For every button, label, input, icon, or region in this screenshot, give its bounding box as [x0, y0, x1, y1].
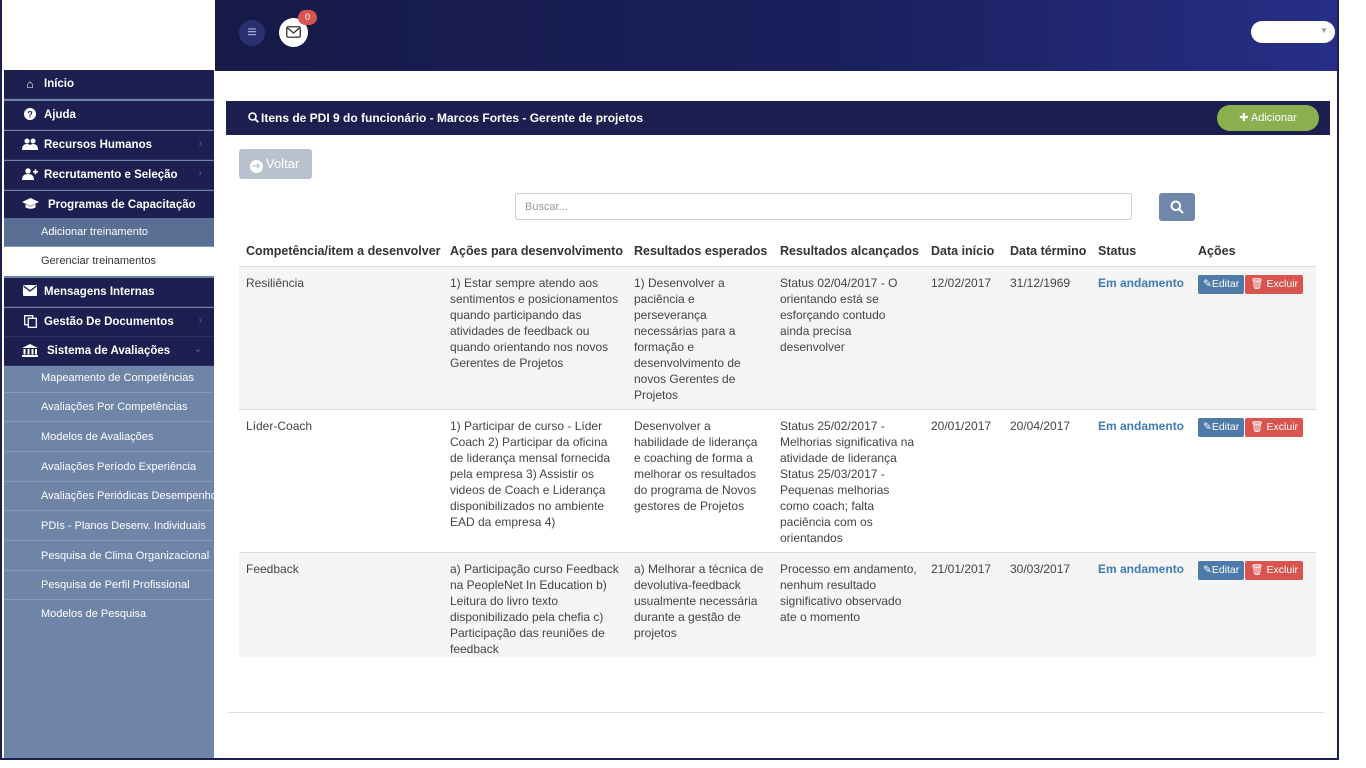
sidebar-subitem-avaliacoes-desempenho[interactable] [4, 482, 217, 511]
column-header[interactable]: Ações para desenvolvimento [443, 236, 627, 266]
table-row [239, 266, 1316, 409]
chevron-right-icon: › [198, 315, 202, 326]
edit-icon: ✎ [1203, 563, 1212, 576]
sidebar-subitem-label: Gerenciar treinamentos [41, 255, 156, 267]
table-row [239, 409, 1316, 552]
sidebar-subitem-label: Pesquisa de Perfil Profissional [41, 579, 190, 591]
cell-esperados: 1) Desenvolver a paciência e perseverança necessárias para a formação e desenvolvimento de novos Gerentes de Projetos [627, 266, 773, 409]
question-circle-icon [22, 108, 38, 123]
edit-button[interactable] [1198, 275, 1244, 294]
sidebar-item-sistema-avaliacoes[interactable] [4, 337, 214, 366]
sidebar-item-label: Ajuda [44, 109, 76, 121]
sidebar-item-gestao-documentos[interactable] [4, 308, 214, 337]
chevron-down-icon: ⌄ [193, 344, 202, 355]
delete-button-label: Excluir [1266, 420, 1299, 433]
back-button-label: Voltar [266, 156, 300, 171]
caret-down-icon: ▼ [1320, 26, 1328, 35]
edit-button-label: Editar [1211, 277, 1240, 290]
copy-icon [22, 315, 38, 331]
cell-item: Líder-Coach [239, 409, 443, 552]
trash-icon: 🗑 [1250, 277, 1264, 290]
sidebar-subitem-adicionar-treinamento[interactable] [4, 218, 214, 247]
cell-data-termino: 20/04/2017 [1003, 409, 1091, 552]
sidebar-subitem-label: Modelos de Pesquisa [41, 608, 147, 620]
delete-button[interactable] [1245, 275, 1303, 294]
status-label: Em andamento [1091, 409, 1191, 552]
status-label: Em andamento [1091, 552, 1191, 657]
sidebar-item-mensagens-internas[interactable] [4, 278, 214, 307]
cell-alcancados: Status 25/02/2017 - Melhorias significativa na atividade de liderança Status 25/03/2017 - Pequenas melhorias como coach; falta paciência com os orientandos [773, 409, 924, 552]
column-header[interactable]: Resultados alcançados [773, 236, 924, 266]
svg-text:?: ? [27, 109, 33, 120]
column-header[interactable]: Data término [1003, 236, 1091, 266]
table-row [239, 552, 1316, 657]
users-icon [22, 138, 38, 153]
cell-acoes-buttons [1191, 552, 1316, 657]
hamburger-menu-icon[interactable]: ≡ [239, 20, 265, 46]
plus-icon: ✚ [1239, 112, 1249, 124]
delete-button[interactable] [1245, 418, 1303, 437]
sidebar-item-recrutamento[interactable] [4, 161, 214, 190]
edit-button-label: Editar [1211, 563, 1240, 576]
sidebar-item-recursos-humanos[interactable] [4, 131, 214, 160]
chevron-right-icon: › [198, 168, 202, 179]
sidebar-subitem-label: Avaliações Periódicas Desempenho [41, 490, 217, 502]
column-header[interactable]: Resultados esperados [627, 236, 773, 266]
status-label: Em andamento [1091, 266, 1191, 409]
search-icon [1170, 200, 1184, 214]
sidebar-subitem-mapeamento-competencias[interactable] [4, 364, 214, 393]
edit-icon: ✎ [1203, 420, 1212, 433]
sidebar-subitem-avaliacoes-competencias[interactable] [4, 393, 214, 422]
sidebar-subitem-pdis[interactable] [4, 512, 214, 541]
sidebar-subitem-gerenciar-treinamentos[interactable] [4, 247, 214, 276]
sidebar-item-label: Programas de Capacitação [48, 199, 196, 211]
bank-icon [22, 344, 38, 360]
table-header-row [239, 236, 1316, 266]
sidebar-subitem-label: PDIs - Planos Desenv. Individuais [41, 520, 206, 532]
cell-data-inicio: 21/01/2017 [924, 552, 1003, 657]
sidebar-subitem-label: Pesquisa de Clima Organizacional [41, 550, 210, 562]
panel-header [226, 101, 1330, 135]
cell-data-inicio: 12/02/2017 [924, 266, 1003, 409]
sidebar-item-label: Sistema de Avaliações [47, 345, 171, 357]
delete-button-label: Excluir [1266, 563, 1299, 576]
edit-button[interactable] [1198, 561, 1244, 580]
sidebar-item-programas-capacitacao[interactable] [4, 191, 214, 220]
sidebar-item-label: Gestão De Documentos [44, 316, 174, 328]
trash-icon: 🗑 [1250, 420, 1264, 433]
sidebar-subitem-modelos-pesquisa[interactable] [4, 600, 214, 629]
sidebar-subitem-modelos-avaliacoes[interactable] [4, 423, 214, 452]
sidebar-subitem-label: Modelos de Avaliações [41, 431, 154, 443]
cell-alcancados: Processo em andamento, nenhum resultado significativo observado ate o momento [773, 552, 924, 657]
edit-icon: ✎ [1203, 277, 1212, 290]
trash-icon: 🗑 [1250, 563, 1264, 576]
sidebar-subitem-pesquisa-clima[interactable] [4, 542, 214, 571]
cell-esperados: Desenvolver a habilidade de liderança e coaching de forma a melhorar os resultados do programa de Novos gestores de Projetos [627, 409, 773, 552]
delete-button[interactable] [1245, 561, 1303, 580]
cell-item: Resiliência [239, 266, 443, 409]
search-icon [248, 112, 259, 123]
add-button-label: Adicionar [1250, 112, 1297, 124]
footer-divider [228, 712, 1324, 713]
pdi-items-table [239, 236, 1316, 657]
user-menu-dropdown[interactable] [1251, 21, 1335, 43]
search-input[interactable] [515, 193, 1132, 220]
panel-title-text: Itens de PDI 9 do funcionário - Marcos Fortes - Gerente de projetos [261, 111, 644, 125]
column-header[interactable]: Competência/item a desenvolver [239, 236, 443, 266]
sidebar-subitem-pesquisa-perfil[interactable] [4, 571, 214, 600]
home-icon: ⌂ [26, 77, 34, 91]
column-header: Ações [1191, 236, 1316, 266]
search-button[interactable] [1159, 193, 1195, 221]
envelope-icon [286, 26, 301, 38]
back-button[interactable] [239, 149, 312, 179]
sidebar-subitem-label: Adicionar treinamento [41, 226, 149, 238]
graduation-cap-icon [22, 198, 38, 213]
add-button[interactable] [1217, 105, 1319, 131]
cell-acoes: 1) Participar de curso - Líder Coach 2) Participar da oficina de liderança mensal fornecida pela empresa 3) Assistir os videos de Coach e Liderança disponibilizados no ambiente EAD da empresa 4) [443, 409, 627, 552]
sidebar-item-label: Recursos Humanos [44, 139, 153, 151]
sidebar-item-inicio[interactable] [4, 70, 214, 99]
cell-alcancados: Status 02/04/2017 - O orientando está se esforçando contudo ainda precisa desenvolver [773, 266, 924, 409]
sidebar-subitem-label: Avaliações Período Experiência [41, 461, 197, 473]
sidebar-item-label: Recrutamento e Seleção [44, 169, 178, 181]
notification-badge: 0 [298, 10, 317, 25]
sidebar-subitem-label: Avaliações Por Competências [41, 401, 188, 413]
cell-item: Feedback [239, 552, 443, 657]
cell-acoes: a) Participação curso Feedback na PeopleNet In Education b) Leitura do livro texto disponibilizado pela chefia c) Participação das reuniões de feedback [443, 552, 627, 657]
logo[interactable] [4, 3, 215, 70]
edit-button-label: Editar [1211, 420, 1240, 433]
arrow-left-circle-icon: ➜ [250, 160, 263, 173]
cell-data-termino: 30/03/2017 [1003, 552, 1091, 657]
cell-data-inicio: 20/01/2017 [924, 409, 1003, 552]
chevron-right-icon: › [198, 138, 202, 149]
sidebar-item-ajuda[interactable] [4, 101, 214, 130]
column-header[interactable]: Data início [924, 236, 1003, 266]
sidebar-item-label: Início [44, 78, 75, 90]
cell-data-termino: 31/12/1969 [1003, 266, 1091, 409]
edit-button[interactable] [1198, 418, 1244, 437]
sidebar-item-label: Mensagens Internas [44, 286, 155, 298]
column-header[interactable]: Status [1091, 236, 1191, 266]
delete-button-label: Excluir [1266, 277, 1299, 290]
user-plus-icon [22, 168, 38, 183]
cell-acoes-buttons [1191, 409, 1316, 552]
sidebar-subitem-label: Mapeamento de Competências [41, 372, 194, 384]
panel-title [248, 111, 643, 125]
sidebar-subitem-avaliacoes-experiencia[interactable] [4, 453, 214, 482]
cell-esperados: a) Melhorar a técnica de devolutiva-feedback usualmente necessária durante a gestão de projetos [627, 552, 773, 657]
envelope-icon [22, 285, 38, 299]
cell-acoes-buttons [1191, 266, 1316, 409]
top-navbar [215, 0, 1339, 71]
cell-acoes: 1) Estar sempre atendo aos sentimentos e posicionamentos quando participando das atividades de feedback ou quando orientando nos novos Gerentes de Projetos [443, 266, 627, 409]
sidebar [4, 70, 217, 760]
